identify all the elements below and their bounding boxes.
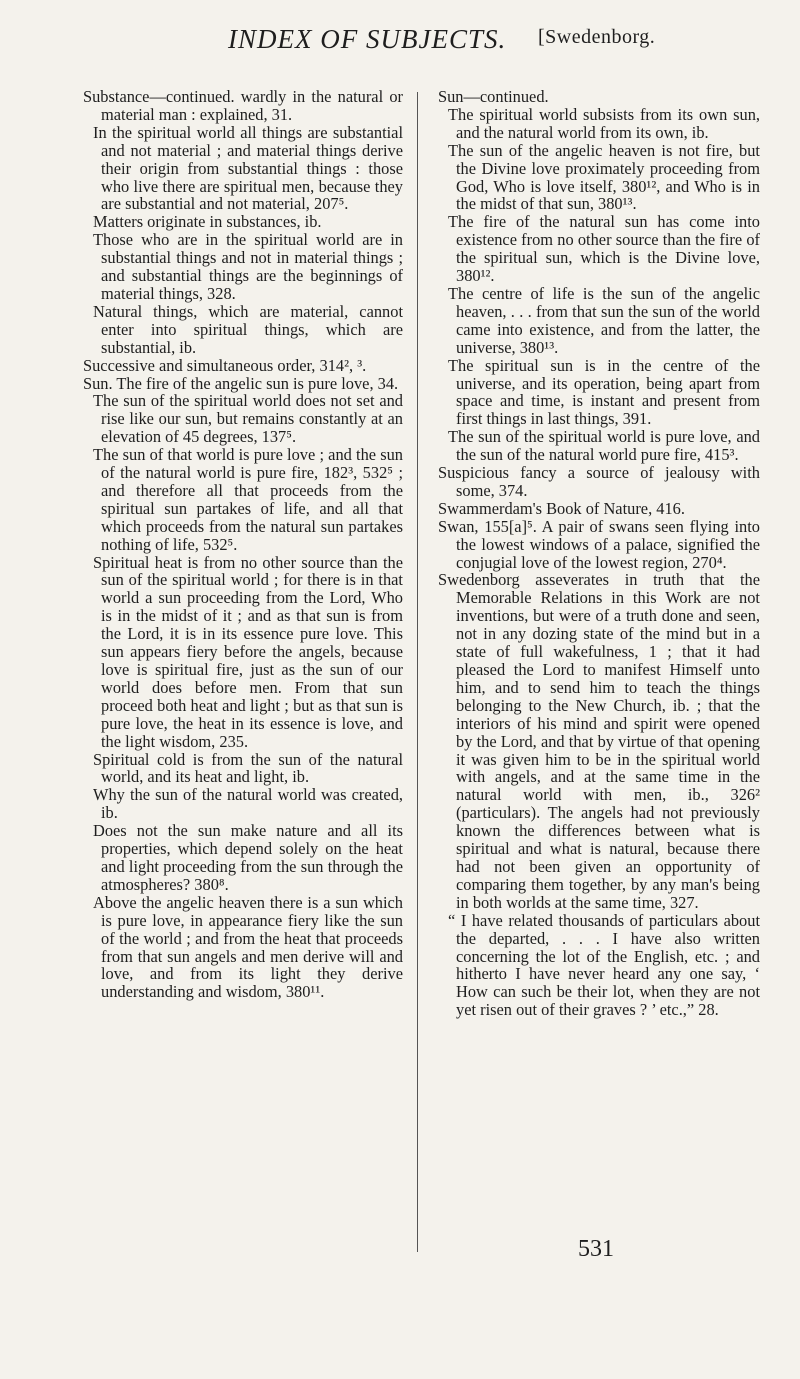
page-number: 531 <box>578 1236 614 1262</box>
index-subentry: Spiritual cold is from the sun of the natural world, and its heat and light, ib. <box>93 749 403 787</box>
page-header <box>0 24 800 64</box>
index-entry: Substance—continued. wardly in the natural or material man : explained, 31. <box>83 87 403 124</box>
page-title: INDEX OF SUBJECTS. <box>228 24 507 54</box>
index-subentry: Spiritual heat is from no other source than the sun of the spiritual world ; for there is in that world a sun proceeding from the Lord, Who is in the midst of it ; and as that sun is from the Lord, it is in its essence pure love. This sun appears fiery before the angels, because love is spiritual fire, just as the sun of our world does before men. From that sun proceed both heat and light ; but as that sun is pure love, the heat in its essence is love, and the light wisdom, 235. <box>93 552 403 751</box>
index-subentry: Matters originate in substances, ib. <box>93 212 322 232</box>
index-subentry: Natural things, which are material, cannot enter into spiritual things, which are substantial, ib. <box>93 301 403 357</box>
index-subentry: The sun of the angelic heaven is not fire, but the Divine love proximately proceeding from God, Who is love itself, 380¹², and Who is in the midst of that sun, 380¹³. <box>448 140 760 214</box>
right-column <box>438 88 760 1019</box>
index-subentry: The spiritual world subsists from its own sun, and the natural world from its own, ib. <box>448 104 760 142</box>
index-subentry: The sun of the spiritual world is pure love, and the sun of the natural world pure fire, 415³. <box>448 427 760 465</box>
index-subentry: “ I have related thousands of particulars about the departed, . . . I have also written concerning the lot of the English, etc. ; and hitherto I have never heard any one say, ‘ How can such be their lot, when they are not yet risen out of their graves ? ’ etc.,” 28. <box>448 910 760 1020</box>
index-entry: Swedenborg asseverates in truth that the Memorable Relations in this Work are not inventions, but were of a truth done and seen, not in any dozing state of the mind but in a state of full wakefulness, 1 ; that it had pleased the Lord to manifest Himself unto him, and to send him to teach the things belonging to the New Church, ib. ; that the interiors of his mind and spirit were opened by the Lord, and that by virtue of that opening it was given him to be in the spiritual world with angels, and at the same time in the natural world with men, ib., 326² (particulars). The angels had not previously known the differences between what is spiritual and what is natural, because there had not been given an opportunity of comparing them together, by any man's being in both worlds at the same time, 327. <box>438 570 760 912</box>
index-subentry: Those who are in the spiritual world are in substantial things and not in material things ; and substantial things are the beginnings of material things, 328. <box>93 230 403 303</box>
column-divider <box>417 92 418 1252</box>
left-column <box>83 88 403 1001</box>
index-subentry: Why the sun of the natural world was created, ib. <box>93 785 403 823</box>
index-entry: Suspicious fancy a source of jealousy with some, 374. <box>438 463 760 500</box>
index-subentry: The fire of the natural sun has come into existence from no other source than the fire of the spiritual sun, which is the Divine love, 380¹². <box>448 212 760 286</box>
index-subentry: Does not the sun make nature and all its properties, which depend solely on the heat and light proceeding from the sun through the atmospheres? 380⁸. <box>93 821 403 894</box>
index-subentry: The sun of the spiritual world does not set and rise like our sun, but remains constantly at an elevation of 45 degrees, 137⁵. <box>93 391 403 447</box>
index-entry: Sun. The fire of the angelic sun is pure love, 34. <box>83 373 399 393</box>
index-entry: Successive and simultaneous order, 314², ³. <box>83 355 367 375</box>
index-subentry: In the spiritual world all things are substantial and not material ; and material things derive their origin from substantial things : those who live there are spiritual men, because they are substantial and not material, 207⁵. <box>93 122 403 214</box>
index-subentry: Above the angelic heaven there is a sun which is pure love, in appearance fiery like the sun of the world ; and from the heat that proceeds from that sun angels and men derive will and love, and from its light they derive understanding and wisdom, 380¹¹. <box>93 892 403 1002</box>
index-entry: Swan, 155[a]⁵. A pair of swans seen flying into the lowest windows of a palace, signified the conjugial love of the lowest region, 270⁴. <box>438 516 760 572</box>
index-subentry: The sun of that world is pure love ; and the sun of the natural world is pure fire, 182³, 532⁵ ; and therefore all that proceeds from the spiritual sun partakes of life, and all that which proceeds from the natural sun partakes nothing of life, 532⁵. <box>93 445 403 554</box>
index-subentry: The spiritual sun is in the centre of the universe, and its operation, being apart from space and time, is instant and present from first things in last things, 391. <box>448 355 760 429</box>
index-entry: Sun—continued. <box>438 87 549 106</box>
index-subentry: The centre of life is the sun of the angelic heaven, . . . from that sun the sun of the world came into existence, and from the latter, the universe, 380¹³. <box>448 283 760 357</box>
running-head: [Swedenborg. <box>538 26 656 48</box>
index-entry: Swammerdam's Book of Nature, 416. <box>438 498 685 518</box>
